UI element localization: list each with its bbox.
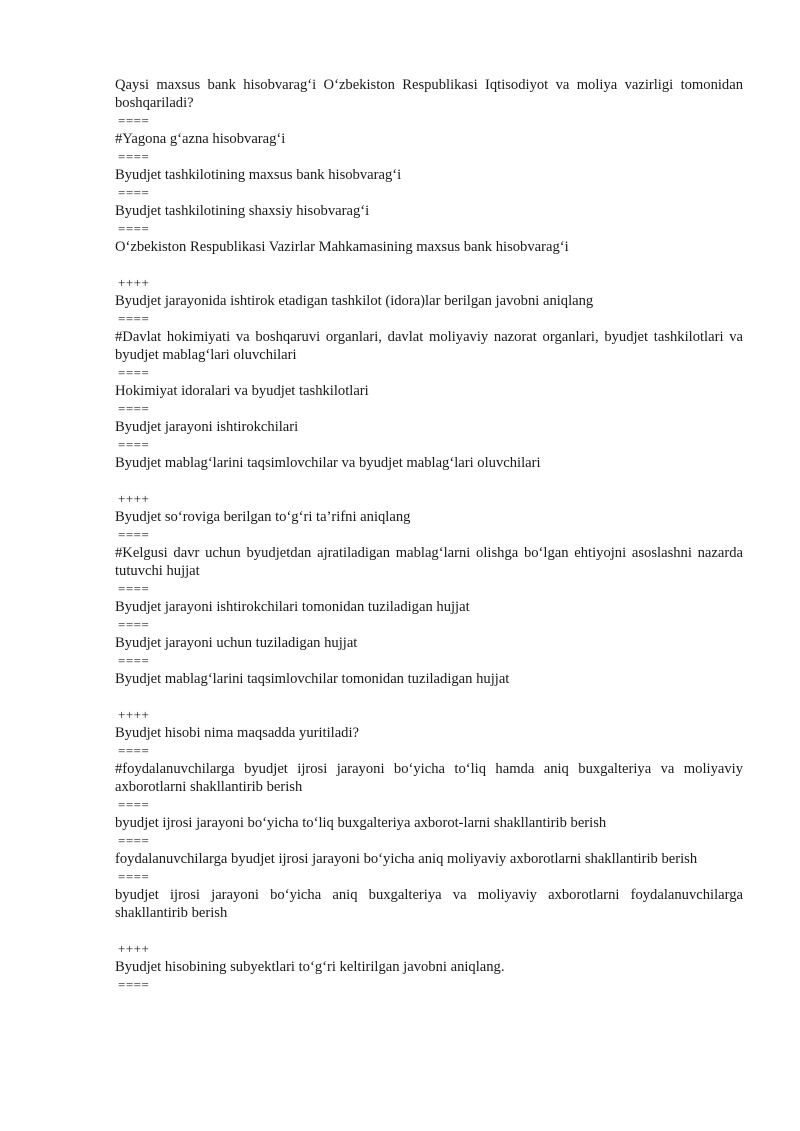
answer-option: Byudjet jarayoni uchun tuziladigan hujjat [115, 635, 358, 651]
question-block [115, 940, 743, 994]
answer-separator: ==== [118, 113, 150, 128]
answer-separator: ==== [118, 797, 150, 812]
answer-option: Byudjet mablag‘larini taqsimlovchilar tomonidan tuziladigan hujjat [115, 671, 510, 687]
answer-separator: ==== [118, 617, 150, 632]
answer-option: Byudjet jarayoni ishtirokchilari [115, 419, 299, 435]
question-separator: ++++ [118, 707, 150, 722]
answer-separator: ==== [118, 221, 150, 236]
question-block [115, 490, 743, 688]
answer-option: Byudjet tashkilotining maxsus bank hisobvarag‘i [115, 167, 402, 183]
answer-separator: ==== [118, 977, 150, 992]
answer-option: #Kelgusi davr uchun byudjetdan ajratiladigan mablag‘larni olishga bo‘lgan ehtiyojni asoslashni nazarda tutuvchi hujjat [115, 545, 743, 579]
answer-option: #Yagona g‘azna hisobvarag‘i [115, 131, 286, 147]
answer-option: O‘zbekiston Respublikasi Vazirlar Mahkamasining maxsus bank hisobvarag‘i [115, 239, 569, 255]
answer-option: foydalanuvchilarga byudjet ijrosi jarayoni bo‘yicha aniq moliyaviy axborotlarni shakllantirib berish [115, 851, 698, 867]
answer-separator: ==== [118, 833, 150, 848]
question-text: Byudjet hisobi nima maqsadda yuritiladi? [115, 725, 359, 741]
question-block [115, 706, 743, 922]
question-text: Byudjet hisobining subyektlari to‘g‘ri keltirilgan javobni aniqlang. [115, 959, 505, 975]
answer-separator: ==== [118, 437, 150, 452]
answer-option: Byudjet tashkilotining shaxsiy hisobvarag‘i [115, 203, 370, 219]
answer-option: Hokimiyat idoralari va byudjet tashkilotlari [115, 383, 369, 399]
answer-separator: ==== [118, 365, 150, 380]
answer-option: #Davlat hokimiyati va boshqaruvi organlari, davlat moliyaviy nazorat organlari, byudjet tashkilotlari va byudjet mablag‘lari oluvchilari [115, 329, 743, 363]
answer-option: Byudjet mablag‘larini taqsimlovchilar va byudjet mablag‘lari oluvchilari [115, 455, 541, 471]
question-block [115, 274, 743, 472]
answer-separator: ==== [118, 527, 150, 542]
answer-separator: ==== [118, 869, 150, 884]
question-separator: ++++ [118, 491, 150, 506]
answer-separator: ==== [118, 581, 150, 596]
answer-separator: ==== [118, 743, 150, 758]
question-text: Byudjet jarayonida ishtirok etadigan tashkilot (idora)lar berilgan javobni aniqlang [115, 293, 594, 309]
answer-separator: ==== [118, 185, 150, 200]
answer-option: Byudjet jarayoni ishtirokchilari tomonidan tuziladigan hujjat [115, 599, 470, 615]
question-separator: ++++ [118, 275, 150, 290]
answer-separator: ==== [118, 149, 150, 164]
answer-option: #foydalanuvchilarga byudjet ijrosi jarayoni bo‘yicha to‘liq hamda aniq buxgalteriya va moliyaviy axborotlarni shakllantirib berish [115, 761, 743, 795]
question-text: Qaysi maxsus bank hisobvarag‘i O‘zbekiston Respublikasi Iqtisodiyot va moliya vazirligi tomonidan boshqariladi? [115, 77, 743, 111]
question-text: Byudjet so‘roviga berilgan to‘g‘ri ta’rifni aniqlang [115, 509, 411, 525]
question-separator: ++++ [118, 941, 150, 956]
answer-separator: ==== [118, 653, 150, 668]
question-block [115, 76, 743, 256]
answer-separator: ==== [118, 311, 150, 326]
answer-option: byudjet ijrosi jarayoni bo‘yicha to‘liq buxgalteriya axborot-larni shakllantirib berish [115, 815, 607, 831]
document-page [115, 76, 743, 994]
answer-option: byudjet ijrosi jarayoni bo‘yicha aniq buxgalteriya va moliyaviy axborotlarni foydalanuvchilarga shakllantirib berish [115, 887, 743, 921]
answer-separator: ==== [118, 401, 150, 416]
